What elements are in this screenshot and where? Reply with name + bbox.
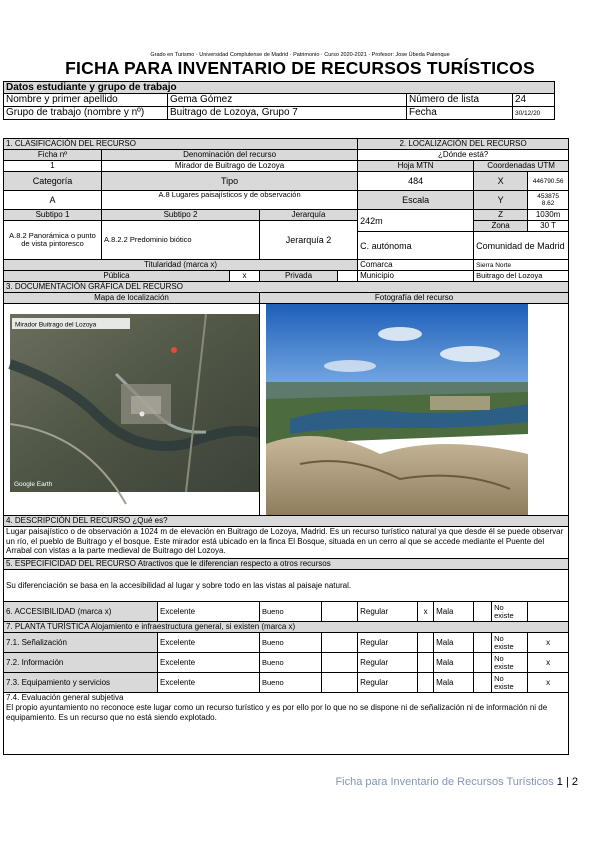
student-table bbox=[3, 81, 555, 120]
equip-excelente: Excelente bbox=[158, 673, 260, 693]
info-regular-mark bbox=[418, 653, 434, 673]
footer-text: Ficha para Inventario de Recursos Turísticos bbox=[335, 776, 554, 788]
equip-noexiste: No existe bbox=[492, 673, 528, 693]
ficha-value: 1 bbox=[4, 161, 102, 172]
ficha-label: Ficha nº bbox=[4, 150, 102, 161]
categoria-value: A bbox=[4, 191, 102, 210]
senal-noexiste-mark: x bbox=[528, 633, 569, 653]
map-title: Mirador Buitrago del Lozoya bbox=[15, 321, 97, 329]
equip-mala: Mala bbox=[434, 673, 474, 693]
senal-label: 7.1. Señalización bbox=[4, 633, 158, 653]
denom-label: Denominación del recurso bbox=[102, 150, 358, 161]
location-section-title: 2. LOCALIZACIÓN DEL RECURSO bbox=[358, 139, 569, 150]
info-label: 7.2. Información bbox=[4, 653, 158, 673]
hoja-label: Hoja MTN bbox=[358, 161, 474, 172]
senal-excelente: Excelente bbox=[158, 633, 260, 653]
classification-section-title: 1. CLASIFICACIÓN DEL RECURSO bbox=[4, 139, 358, 150]
group-value: Buitrago de Lozoya, Grupo 7 bbox=[168, 107, 407, 120]
header-supra: Grado en Turismo · Universidad Complutense de Madrid · Patrimonio · Curso 2020-2021 · Profesor: Jose Úbeda Palenque bbox=[150, 52, 450, 58]
description-title: 4. DESCRIPCIÓN DEL RECURSO bbox=[6, 516, 131, 525]
senal-bueno-mark bbox=[322, 633, 358, 653]
senal-mala-mark bbox=[474, 633, 492, 653]
location-sub: ¿Dónde está? bbox=[358, 150, 569, 161]
list-value: 24 bbox=[513, 94, 555, 107]
documentation-section-title: 3. DOCUMENTACIÓN GRÁFICA DEL RECURSO bbox=[4, 282, 569, 293]
comarca-value: Sierra Norte bbox=[474, 260, 569, 271]
description-text: Lugar paisajístico o de observación a 1024 m de elevación en Buitrago de Lozoya, Madrid. Es un recurso turístico natural ya que desde él se puede observar un río, el pueblo de Buitrago y el bosque. Este mirador está ubicado en la finca El Bosque, situada en un cerro al que se accede mediante el Puente del Arrabal con vistas a la parte medieval de Buitrago del Lozoya. bbox=[4, 527, 569, 559]
page-number: 1 | 2 bbox=[556, 776, 578, 788]
evaluation-label: 7.4. Evaluación general subjetiva bbox=[6, 693, 124, 702]
specificity-text: Su diferenciación se basa en la accesibilidad al lugar y sobre todo en las vistas al paisaje natural. bbox=[4, 570, 569, 602]
equip-bueno-mark bbox=[322, 673, 358, 693]
info-regular: Regular bbox=[358, 653, 418, 673]
x-value: 446790.56 bbox=[528, 172, 569, 191]
zona-value: 30 T bbox=[528, 221, 569, 232]
page-footer bbox=[335, 776, 578, 788]
jerarquia-label: Jerarquía bbox=[260, 210, 358, 221]
access-noexiste-mark bbox=[528, 602, 569, 622]
description-sub: ¿Qué es? bbox=[132, 516, 168, 525]
tipo-label: Tipo bbox=[102, 172, 358, 191]
alt-value: 242m bbox=[358, 210, 474, 232]
access-excelente: Excelente bbox=[158, 602, 260, 622]
access-regular: Regular bbox=[358, 602, 418, 622]
access-label: 6. ACCESIBILIDAD (marca x) bbox=[4, 602, 158, 622]
resource-form bbox=[3, 138, 569, 755]
planta-section-title bbox=[4, 622, 569, 633]
photo-cell bbox=[260, 304, 569, 516]
info-bueno-mark bbox=[322, 653, 358, 673]
equip-mala-mark bbox=[474, 673, 492, 693]
z-label: Z bbox=[474, 210, 528, 221]
planta-sub: Alojamiento e infraestructura general, si existen (marca x) bbox=[90, 622, 296, 631]
description-section-title bbox=[4, 516, 569, 527]
privada-label: Privada bbox=[260, 271, 338, 282]
ca-value: Comunidad de Madrid bbox=[474, 232, 569, 260]
denom-value: Mirador de Buitrago de Lozoya bbox=[102, 161, 358, 172]
municipio-value: Buitrago del Lozoya bbox=[474, 271, 569, 282]
specificity-sub: Atractivos que le diferencian respecto a otros recursos bbox=[137, 559, 331, 568]
senal-noexiste: No existe bbox=[492, 633, 528, 653]
name-label: Nombre y primer apellido bbox=[4, 94, 168, 107]
evaluation-text: El propio ayuntamiento no reconoce este lugar como un recurso turístico y es por ello por lo que no se dispone ni de señalización ni de información ni de equipamiento. Es un recurso que no está siendo explotado. bbox=[6, 703, 548, 722]
subtipo1-label: Subtipo 1 bbox=[4, 210, 102, 221]
specificity-title: 5. ESPECIFICIDAD DEL RECURSO bbox=[6, 559, 136, 568]
senal-bueno: Bueno bbox=[260, 633, 322, 653]
y-label: Y bbox=[474, 191, 528, 210]
equip-noexiste-mark: x bbox=[528, 673, 569, 693]
student-section-title: Datos estudiante y grupo de trabajo bbox=[4, 82, 555, 94]
access-bueno: Bueno bbox=[260, 602, 322, 622]
info-noexiste-mark: x bbox=[528, 653, 569, 673]
municipio-label: Municipio bbox=[358, 271, 474, 282]
planta-title: 7. PLANTA TURÍSTICA bbox=[6, 622, 89, 631]
access-regular-mark: x bbox=[418, 602, 434, 622]
info-excelente: Excelente bbox=[158, 653, 260, 673]
equip-regular: Regular bbox=[358, 673, 418, 693]
tipo-value: A.8 Lugares paisajísticos y de observación bbox=[102, 191, 358, 210]
jerarquia-value: Jerarquía 2 bbox=[260, 221, 358, 260]
escala-label: Escala bbox=[358, 191, 474, 210]
subtipo1-value: A.8.2 Panorámica o punto de vista pintoresco bbox=[4, 221, 102, 260]
subtipo2-label: Subtipo 2 bbox=[102, 210, 260, 221]
publica-mark: x bbox=[230, 271, 260, 282]
x-label: X bbox=[474, 172, 528, 191]
zona-label: Zona bbox=[474, 221, 528, 232]
privada-mark bbox=[338, 271, 358, 282]
info-bueno: Bueno bbox=[260, 653, 322, 673]
info-mala: Mala bbox=[434, 653, 474, 673]
map-brand: Google Earth bbox=[14, 481, 53, 488]
categoria-label: Categoría bbox=[4, 172, 102, 191]
equip-bueno: Bueno bbox=[260, 673, 322, 693]
list-label: Número de lista bbox=[407, 94, 513, 107]
publica-label: Pública bbox=[4, 271, 230, 282]
access-mala: Mala bbox=[434, 602, 474, 622]
map-label: Mapa de localización bbox=[4, 293, 260, 304]
specificity-section-title bbox=[4, 559, 569, 570]
photo-label: Fotografía del recurso bbox=[260, 293, 569, 304]
date-label: Fecha bbox=[407, 107, 513, 120]
map-cell bbox=[4, 304, 260, 516]
access-bueno-mark bbox=[322, 602, 358, 622]
titularidad-label: Titularidad (marca x) bbox=[4, 260, 358, 271]
date-value: 30/12/20 bbox=[513, 107, 555, 120]
senal-regular-mark bbox=[418, 633, 434, 653]
comarca-label: Comarca bbox=[358, 260, 474, 271]
z-value: 1030m bbox=[528, 210, 569, 221]
access-noexiste: No existe bbox=[492, 602, 528, 622]
group-label: Grupo de trabajo (nombre y nº) bbox=[4, 107, 168, 120]
hoja-value: 484 bbox=[358, 172, 474, 191]
name-value: Gema Gómez bbox=[168, 94, 407, 107]
ca-label: C. autónoma bbox=[358, 232, 474, 260]
access-mala-mark bbox=[474, 602, 492, 622]
equip-label: 7.3. Equipamiento y servicios bbox=[4, 673, 158, 693]
senal-regular: Regular bbox=[358, 633, 418, 653]
utm-label: Coordenadas UTM bbox=[474, 161, 569, 172]
page-title: FICHA PARA INVENTARIO DE RECURSOS TURÍSTICOS bbox=[65, 58, 535, 78]
evaluation-cell bbox=[4, 693, 569, 755]
info-mala-mark bbox=[474, 653, 492, 673]
resource-photo bbox=[260, 304, 560, 516]
senal-mala: Mala bbox=[434, 633, 474, 653]
subtipo2-value: A.8.2.2 Predominio biótico bbox=[102, 221, 260, 260]
y-value: 453875 8.62 bbox=[528, 191, 569, 210]
map-image bbox=[6, 304, 260, 516]
equip-regular-mark bbox=[418, 673, 434, 693]
info-noexiste: No existe bbox=[492, 653, 528, 673]
